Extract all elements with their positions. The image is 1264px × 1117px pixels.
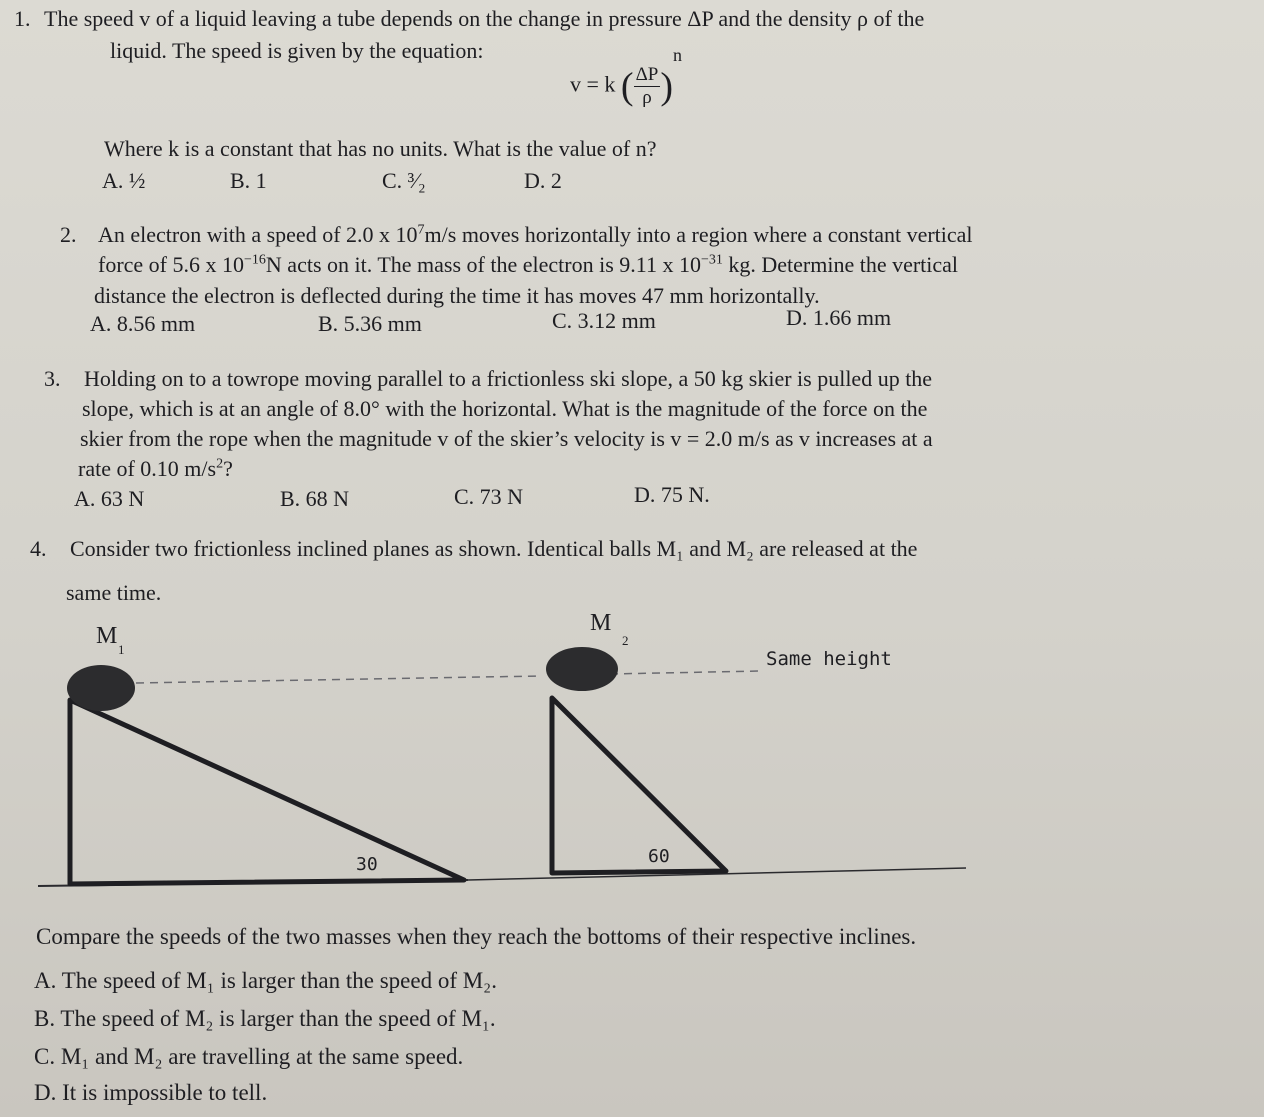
q1-option-d[interactable]: D. 2 — [524, 168, 562, 193]
q4-option-c[interactable]: C. M₁ and M₂ are travelling at the same speed. — [34, 1044, 464, 1069]
q3-text-2a: slope, which is at an angle of — [82, 396, 338, 421]
q2-number: 2. — [60, 222, 77, 247]
angle-60-label: 60 — [648, 846, 670, 867]
q2-mass-exp: −31 — [700, 252, 723, 268]
q3-text-4a: rate of — [78, 456, 135, 481]
q3-text-3c: as v increases at a — [775, 426, 933, 451]
q2-text-2c: N acts on it. The mass of the electron is — [265, 252, 614, 277]
q2-force: 5.6 x 10 — [172, 252, 245, 277]
eq-lhs: v = k — [570, 71, 616, 97]
q3-velocity: v = 2.0 m/s — [670, 426, 770, 451]
q4-option-b[interactable]: B. The speed of M₂ is larger than the speed of M₁. — [34, 1006, 496, 1031]
q3-text-3a: skier from the rope when the magnitude v of the skier’s velocity is — [80, 426, 665, 451]
label-m1-sub: 1 — [118, 642, 125, 657]
q1-number: 1. — [14, 6, 31, 31]
eq-numerator: ΔP — [635, 64, 659, 85]
q3-text-4c: ? — [223, 456, 233, 481]
q3-option-a[interactable]: A. 63 N — [74, 486, 145, 511]
q3-text-1: Holding on to a towrope moving parallel to a frictionless ski slope, a 50 kg skier is pulled up the — [84, 366, 933, 391]
q2-text-1a: An electron with a speed of — [98, 222, 341, 247]
eq-paren-right: ) — [660, 65, 674, 108]
ball-m2 — [546, 647, 618, 691]
q2-text-2e: kg. Determine the vertical — [728, 252, 959, 277]
q2-mass: 9.11 x 10 — [619, 252, 701, 277]
q2-speed-exp: 7 — [417, 222, 425, 238]
q3-rate-exp: 2 — [216, 456, 224, 472]
same-height-label: Same height — [766, 648, 892, 670]
eq-paren-left: ( — [620, 65, 634, 108]
label-m2-sub: 2 — [622, 633, 629, 648]
q4-text-1: Consider two frictionless inclined planes as shown. Identical balls M₁ and M₂ are released at the — [70, 536, 918, 561]
q3-angle: 8.0° — [343, 396, 380, 421]
ball-m1 — [67, 665, 135, 711]
incline-60 — [552, 698, 726, 873]
q2-text-1c: m/s moves horizontally into a region where a constant vertical — [424, 222, 973, 247]
q1-line2: liquid. The speed is given by the equation: — [110, 38, 484, 63]
q3-number: 3. — [44, 366, 61, 391]
eq-exponent: n — [673, 45, 683, 66]
q2-text-2a: force of — [98, 252, 168, 277]
q4-line3: Compare the speeds of the two masses when they reach the bottoms of their respective inclines. — [36, 924, 917, 949]
q2-option-c[interactable]: C. 3.12 mm — [552, 308, 656, 333]
q2-force-exp: −16 — [244, 252, 266, 268]
height-dashed-line-right — [610, 671, 760, 674]
label-m2: M — [590, 610, 612, 636]
label-m1: M — [96, 623, 118, 649]
q1-line3: Where k is a constant that has no units. What is the value of n? — [104, 136, 657, 161]
angle-30-label: 30 — [356, 854, 378, 875]
q4-option-a[interactable]: A. The speed of M₁ is larger than the speed of M₂. — [34, 968, 497, 993]
q2-line3: distance the electron is deflected during the time it has moves 47 mm horizontally. — [94, 283, 820, 308]
q1-text-1: The speed v of a liquid leaving a tube depends on the change in pressure ΔP and the density ρ of the — [44, 6, 925, 31]
q2-option-d[interactable]: D. 1.66 mm — [786, 305, 892, 330]
q4-line2: same time. — [66, 580, 162, 605]
q1-option-c[interactable]: C. ³⁄₂ — [382, 168, 426, 193]
q1-option-a[interactable]: A. ½ — [102, 168, 146, 193]
q2-option-a[interactable]: A. 8.56 mm — [90, 311, 196, 336]
q3-option-d[interactable]: D. 75 N. — [634, 482, 710, 507]
q1-option-b[interactable]: B. 1 — [230, 168, 267, 193]
height-dashed-line-left — [136, 676, 540, 683]
q3-rate: 0.10 m/s — [140, 456, 217, 481]
q2-speed: 2.0 x 10 — [346, 222, 418, 247]
q3-option-b[interactable]: B. 68 N — [280, 486, 350, 511]
q3-text-2c: with the horizontal. What is the magnitude of the force on the — [385, 396, 928, 421]
q2-option-b[interactable]: B. 5.36 mm — [318, 311, 422, 336]
q4-option-d[interactable]: D. It is impossible to tell. — [34, 1080, 268, 1105]
q3-option-c[interactable]: C. 73 N — [454, 484, 524, 509]
eq-denominator: ρ — [642, 87, 652, 108]
q4-number: 4. — [30, 536, 47, 561]
incline-30 — [70, 700, 464, 884]
